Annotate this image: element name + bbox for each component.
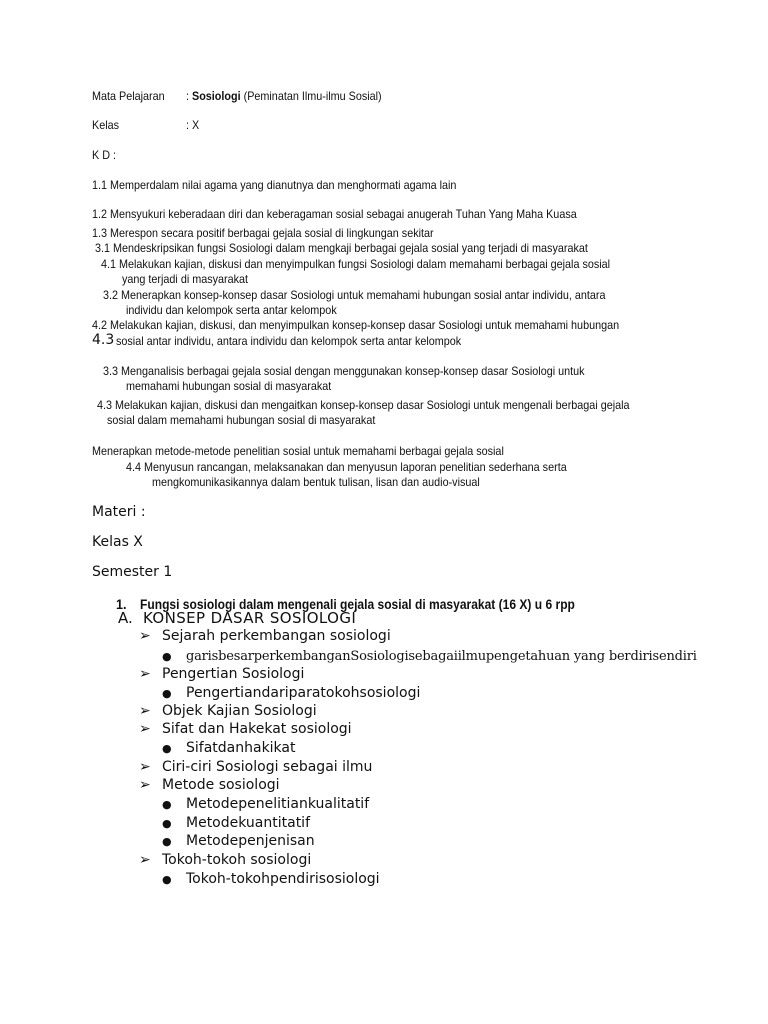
- subtopic-sejarah: garisbesarperkembanganSosiologisebagaiilmupengetahuan yang berdirisendiri: [186, 649, 697, 664]
- arrow-icon: ➢: [139, 852, 151, 868]
- topic-pengertian: Pengertian Sosiologi: [162, 666, 305, 682]
- bullet-icon: ●: [162, 650, 172, 663]
- materi-class: Kelas X: [92, 534, 143, 550]
- subtopic-sifat: Sifatdanhakikat: [186, 740, 296, 756]
- arrow-icon: ➢: [139, 759, 151, 775]
- kd-3-3-cont: memahami hubungan sosial di masyarakat: [126, 379, 332, 393]
- kd-1-1: 1.1 Memperdalam nilai agama yang dianutnya dan menghormati agama lain: [92, 178, 457, 192]
- bullet-icon: ●: [162, 873, 172, 886]
- subject-value: [186, 89, 382, 103]
- topic-metode: Metode sosiologi: [162, 777, 280, 793]
- kd-4-3-number: 4.3: [92, 332, 115, 348]
- kd-4-3-cont: sosial dalam memahami hubungan sosial di masyarakat: [107, 413, 376, 427]
- kd-1-2: 1.2 Mensyukuri keberadaan diri dan keberagaman sosial sebagai anugerah Tuhan Yang Maha Kuasa: [92, 207, 577, 221]
- arrow-icon: ➢: [139, 721, 151, 737]
- arrow-icon: ➢: [139, 628, 151, 644]
- materi-semester: Semester 1: [92, 564, 173, 580]
- kd-4-3: 4.3 Melakukan kajian, diskusi dan mengaitkan konsep-konsep dasar Sosiologi untuk mengenali berbagai gejala: [97, 398, 630, 412]
- arrow-icon: ➢: [139, 666, 151, 682]
- subject-detail: (Peminatan Ilmu-ilmu Sosial): [240, 89, 382, 103]
- subtopic-metode-kuantitatif: Metodekuantitatif: [186, 815, 311, 831]
- kd-4-2-cont: sosial antar individu, antara individu dan kelompok serta antar kelompok: [116, 334, 462, 348]
- item-title: Fungsi sosiologi dalam mengenali gejala sosial di masyarakat (16 X) u 6 rpp: [140, 596, 575, 612]
- kd-4-2: 4.2 Melakukan kajian, diskusi, dan menyimpulkan konsep-konsep dasar Sosiologi untuk memahami hubungan: [92, 318, 620, 332]
- subject-colon: :: [186, 89, 193, 103]
- bullet-icon: ●: [162, 798, 172, 811]
- subtopic-tokoh: Tokoh-tokohpendirisosiologi: [186, 871, 380, 887]
- kd-3-1: 3.1 Mendeskripsikan fungsi Sosiologi dalam mengkaji berbagai gejala sosial yang terjadi di masyarakat: [95, 241, 588, 255]
- kd-3-2: 3.2 Menerapkan konsep-konsep dasar Sosiologi untuk memahami hubungan sosial antar individu, antara: [103, 288, 606, 302]
- kd-3-3: 3.3 Menganalisis berbagai gejala sosial dengan menggunakan konsep-konsep dasar Sosiologi untuk: [103, 364, 585, 378]
- section-letter: A.: [118, 609, 133, 627]
- topic-objek: Objek Kajian Sosiologi: [162, 703, 317, 719]
- kd-1-3: 1.3 Merespon secara positif berbagai gejala sosial di lingkungan sekitar: [92, 226, 434, 240]
- topic-sifat: Sifat dan Hakekat sosiologi: [162, 721, 352, 737]
- subject-name: Sosiologi: [192, 89, 241, 103]
- arrow-icon: ➢: [139, 703, 151, 719]
- class-value: : X: [186, 118, 200, 132]
- kd-3-2-cont: individu dan kelompok serta antar kelompok: [126, 303, 337, 317]
- kd-label: K D :: [92, 148, 117, 162]
- bullet-icon: ●: [162, 687, 172, 700]
- class-label: Kelas: [92, 118, 120, 132]
- topic-sejarah: Sejarah perkembangan sosiologi: [162, 628, 391, 644]
- subject-label: Mata Pelajaran: [92, 89, 165, 103]
- subtopic-metode-kualitatif: Metodepenelitiankualitatif: [186, 796, 370, 812]
- materi-label: Materi :: [92, 504, 146, 520]
- subtopic-metode-penjenisan: Metodepenjenisan: [186, 833, 315, 849]
- kd-3-4: Menerapkan metode-metode penelitian sosial untuk memahami berbagai gejala sosial: [92, 444, 504, 458]
- kd-4-4-cont: mengkomunikasikannya dalam bentuk tulisan, lisan dan audio-visual: [152, 475, 480, 489]
- subtopic-pengertian: Pengertiandariparatokohsosiologi: [186, 685, 421, 701]
- bullet-icon: ●: [162, 817, 172, 830]
- topic-ciri: Ciri-ciri Sosiologi sebagai ilmu: [162, 759, 373, 775]
- bullet-icon: ●: [162, 835, 172, 848]
- kd-4-1-cont: yang terjadi di masyarakat: [122, 272, 249, 286]
- kd-4-1: 4.1 Melakukan kajian, diskusi dan menyimpulkan fungsi Sosiologi dalam memahami berbagai gejala sosial: [101, 257, 611, 271]
- section-title: KONSEP DASAR SOSIOLOGI: [143, 609, 357, 627]
- arrow-icon: ➢: [139, 777, 151, 793]
- bullet-icon: ●: [162, 742, 172, 755]
- kd-4-4: 4.4 Menyusun rancangan, melaksanakan dan menyusun laporan penelitian sederhana serta: [126, 460, 567, 474]
- item-number: 1.: [116, 596, 127, 612]
- topic-tokoh: Tokoh-tokoh sosiologi: [162, 852, 312, 868]
